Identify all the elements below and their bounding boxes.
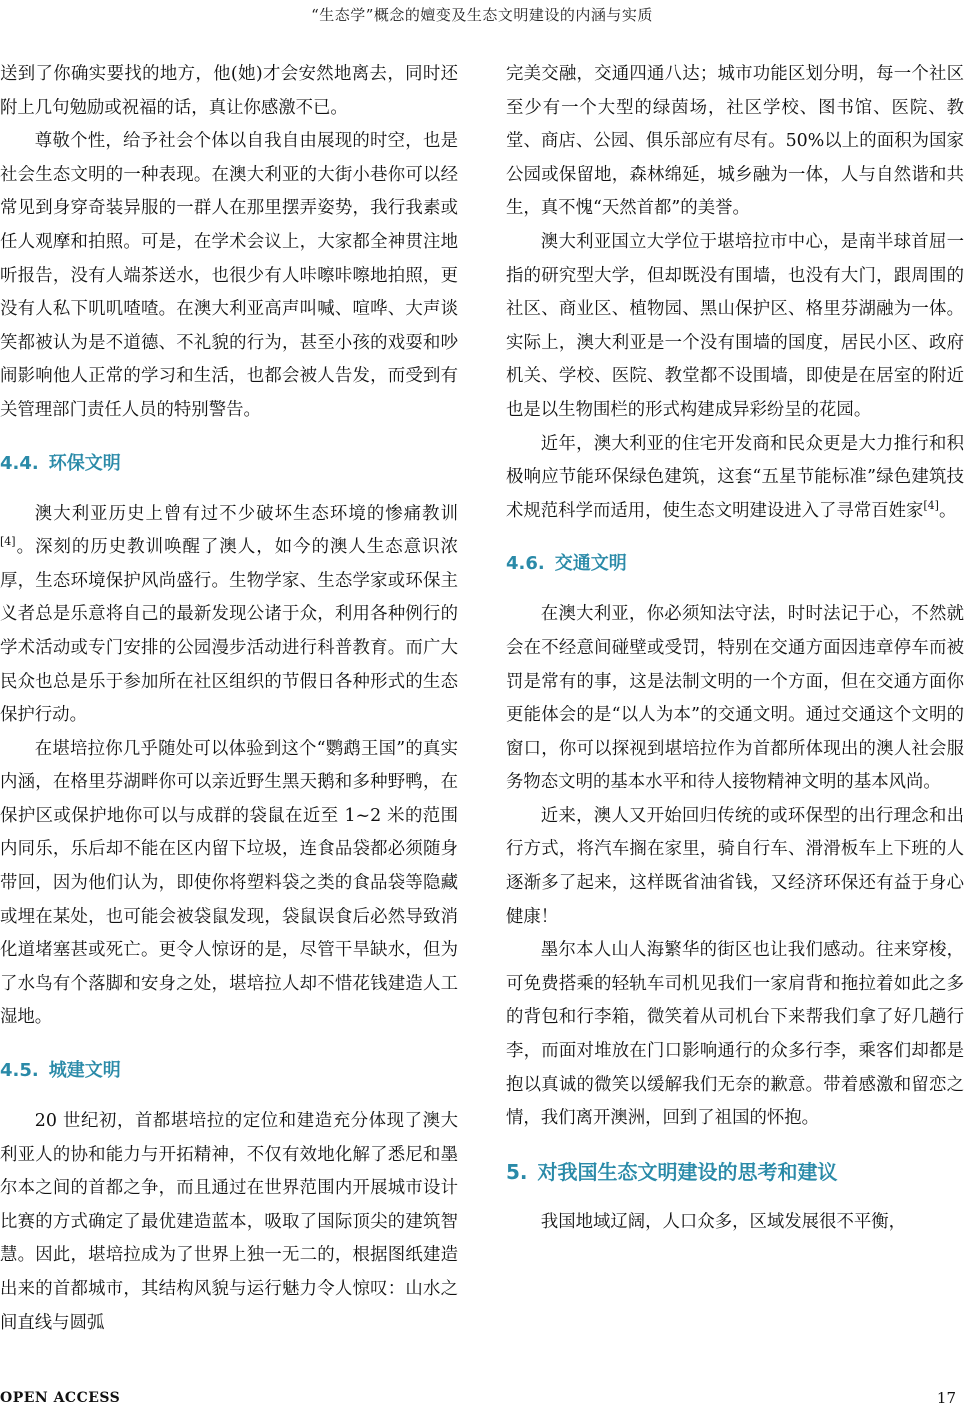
paragraph bbox=[0, 498, 458, 733]
paragraph: 我国地域辽阔，人口众多，区域发展很不平衡， bbox=[540, 1211, 907, 1232]
left-column bbox=[0, 58, 458, 1340]
section-number: 5. bbox=[506, 1159, 528, 1184]
paragraph bbox=[506, 428, 964, 529]
section-number: 4.4. bbox=[0, 452, 39, 474]
paragraph: 送到了你确实要找的地方，他(她)才会安然地离去，同时还附上几句勉励或祝福的话，真让你感激不已。 bbox=[0, 64, 458, 118]
citation-ref[interactable]: [4] bbox=[0, 535, 16, 549]
running-header: “生态学”概念的嬗变及生态文明建设的内涵与实质 bbox=[311, 6, 653, 24]
page-number: 17 bbox=[936, 1389, 956, 1407]
paragraph: 在澳大利亚，你必须知法守法，时时法记于心，不然就会在不经意间碰壁或受罚，特别在交通方面因违章停车而被罚是常有的事，这是法制文明的一个方面，但在交通方面你更能体会的是“以人为本”的交通文明。通过交通这个文明的窗口，你可以探视到堪培拉作为首都所体现出的澳人社会服务物态文明的基本水平和待人接物精神文明的基本风尚。 bbox=[506, 604, 964, 793]
paragraph: 澳大利亚国立大学位于堪培拉市中心，是南半球首屈一指的研究型大学，但却既没有围墙，也没有大门，跟周围的社区、商业区、植物园、黑山保护区、格里芬湖融为一体。实际上，澳大利亚是一个没有围墙的国度，居民小区、政府机关、学校、医院、教堂都不设围墙，即使是在居室的附近也是以生物围栏的形式构建成异彩纷呈的花园。 bbox=[506, 231, 964, 420]
section-heading-4-4 bbox=[0, 450, 458, 478]
section-number: 4.5. bbox=[0, 1060, 39, 1082]
paragraph: 近来，澳人又开始回归传统的或环保型的出行理念和出行方式，将汽车搁在家里，骑自行车、滑滑板车上下班的人逐渐多了起来，这样既省油省钱，又经济环保还有益于身心健康！ bbox=[506, 805, 964, 927]
journal-label: OPEN ACCESS bbox=[0, 1390, 121, 1406]
paragraph-text: 澳大利亚历史上曾有过不少破坏生态环境的惨痛教训 bbox=[34, 503, 458, 524]
section-heading-4-5 bbox=[0, 1057, 458, 1085]
paragraph: 在堪培拉你几乎随处可以体验到这个“鹦鹉王国”的真实内涵，在格里芬湖畔你可以亲近野生黑天鹅和多种野鸭，在保护区或保护地你可以与成群的袋鼠在近至 1~2 米的范围内同乐，乐后却不能在区内留下垃圾，连食品袋都必须随身带回，因为他们认为，即使你将塑料袋之类的食品袋等隐藏或埋在某处，也可能会被袋鼠发现，袋鼠误食后必然导致消化道堵塞甚或死亡。更令人惊讶的是，尽管干旱缺水，但为了水鸟有个落脚和安身之处，堪培拉人却不惜花钱建造人工湿地。 bbox=[0, 738, 458, 1028]
paragraph-text: 。深刻的历史教训唤醒了澳人，如今的澳人生态意识浓厚，生态环境保护风尚盛行。生物学家、生态学家或环保主义者总是乐意将自己的最新发现公诸于众，利用各种例行的学术活动或专门安排的公园漫步活动进行科普教育。而广大民众也总是乐于参加所在社区组织的节假日各种形式的生态保护行动。 bbox=[0, 537, 458, 726]
paragraph: 20 世纪初，首都堪培拉的定位和建造充分体现了澳大利亚人的协和能力与开拓精神，不仅有效地化解了悉尼和墨尔本之间的首都之争，而且通过在世界范围内开展城市设计比赛的方式确定了最优建造蓝本，吸取了国际顶尖的建筑智慧。因此，堪培拉成为了世界上独一无二的，根据图纸建造出来的首都城市，其结构风貌与运行魅力令人惊叹：山水之间直线与圆弧 bbox=[0, 1111, 458, 1333]
paragraph-text: 。 bbox=[938, 500, 957, 521]
paragraph: 尊敬个性，给予社会个体以自我自由展现的时空，也是社会生态文明的一种表现。在澳大利亚的大街小巷你可以经常见到身穿奇装异服的一群人在那里摆弄姿势，我行我素或任人观摩和拍照。可是，在学术会议上，大家都全神贯注地听报告，没有人端茶送水，也很少有人咔嚓咔嚓地拍照，更没有人私下叽叽喳喳。在澳大利亚高声叫喊、喧哗、大声谈笑都被认为是不道德、不礼貌的行为，甚至小孩的戏耍和吵闹影响他人正常的学习和生活，也都会被人告发，而受到有关管理部门责任人员的特别警告。 bbox=[0, 131, 458, 420]
paragraph: 墨尔本人山人海繁华的街区也让我们感动。往来穿梭，可免费搭乘的轻轨车司机见我们一家肩背和拖拉着如此之多的背包和行李箱，微笑着从司机台下来帮我们拿了好几趟行李，而面对堆放在门口影响通行的众多行李，乘客们却都是抱以真诚的微笑以缓解我们无奈的歉意。带着感激和留恋之情，我们离开澳洲，回到了祖国的怀抱。 bbox=[506, 940, 964, 1129]
right-column bbox=[506, 58, 964, 1239]
section-heading-4-6 bbox=[506, 550, 964, 578]
section-title: 交通文明 bbox=[554, 553, 627, 575]
section-title: 城建文明 bbox=[48, 1060, 121, 1082]
citation-ref[interactable]: [4] bbox=[923, 498, 939, 512]
section-title: 环保文明 bbox=[48, 452, 121, 474]
section-title: 对我国生态文明建设的思考和建议 bbox=[537, 1159, 838, 1184]
paragraph: 完美交融，交通四通八达；城市功能区划分明，每一个社区至少有一个大型的绿茵场，社区学校、图书馆、医院、教堂、商店、公园、俱乐部应有尽有。50%以上的面积为国家公园或保留地，森林绵延，城乡融为一体，人与自然谐和共生，真不愧“天然首都”的美誉。 bbox=[506, 64, 964, 219]
paragraph-text: 近年，澳大利亚的住宅开发商和民众更是大力推行和积极响应节能环保绿色建筑，这套“五星节能标准”绿色建筑技术规范科学而适用，使生态文明建设进入了寻常百姓家 bbox=[506, 433, 964, 521]
section-heading-5 bbox=[506, 1158, 964, 1186]
section-number: 4.6. bbox=[506, 553, 545, 575]
